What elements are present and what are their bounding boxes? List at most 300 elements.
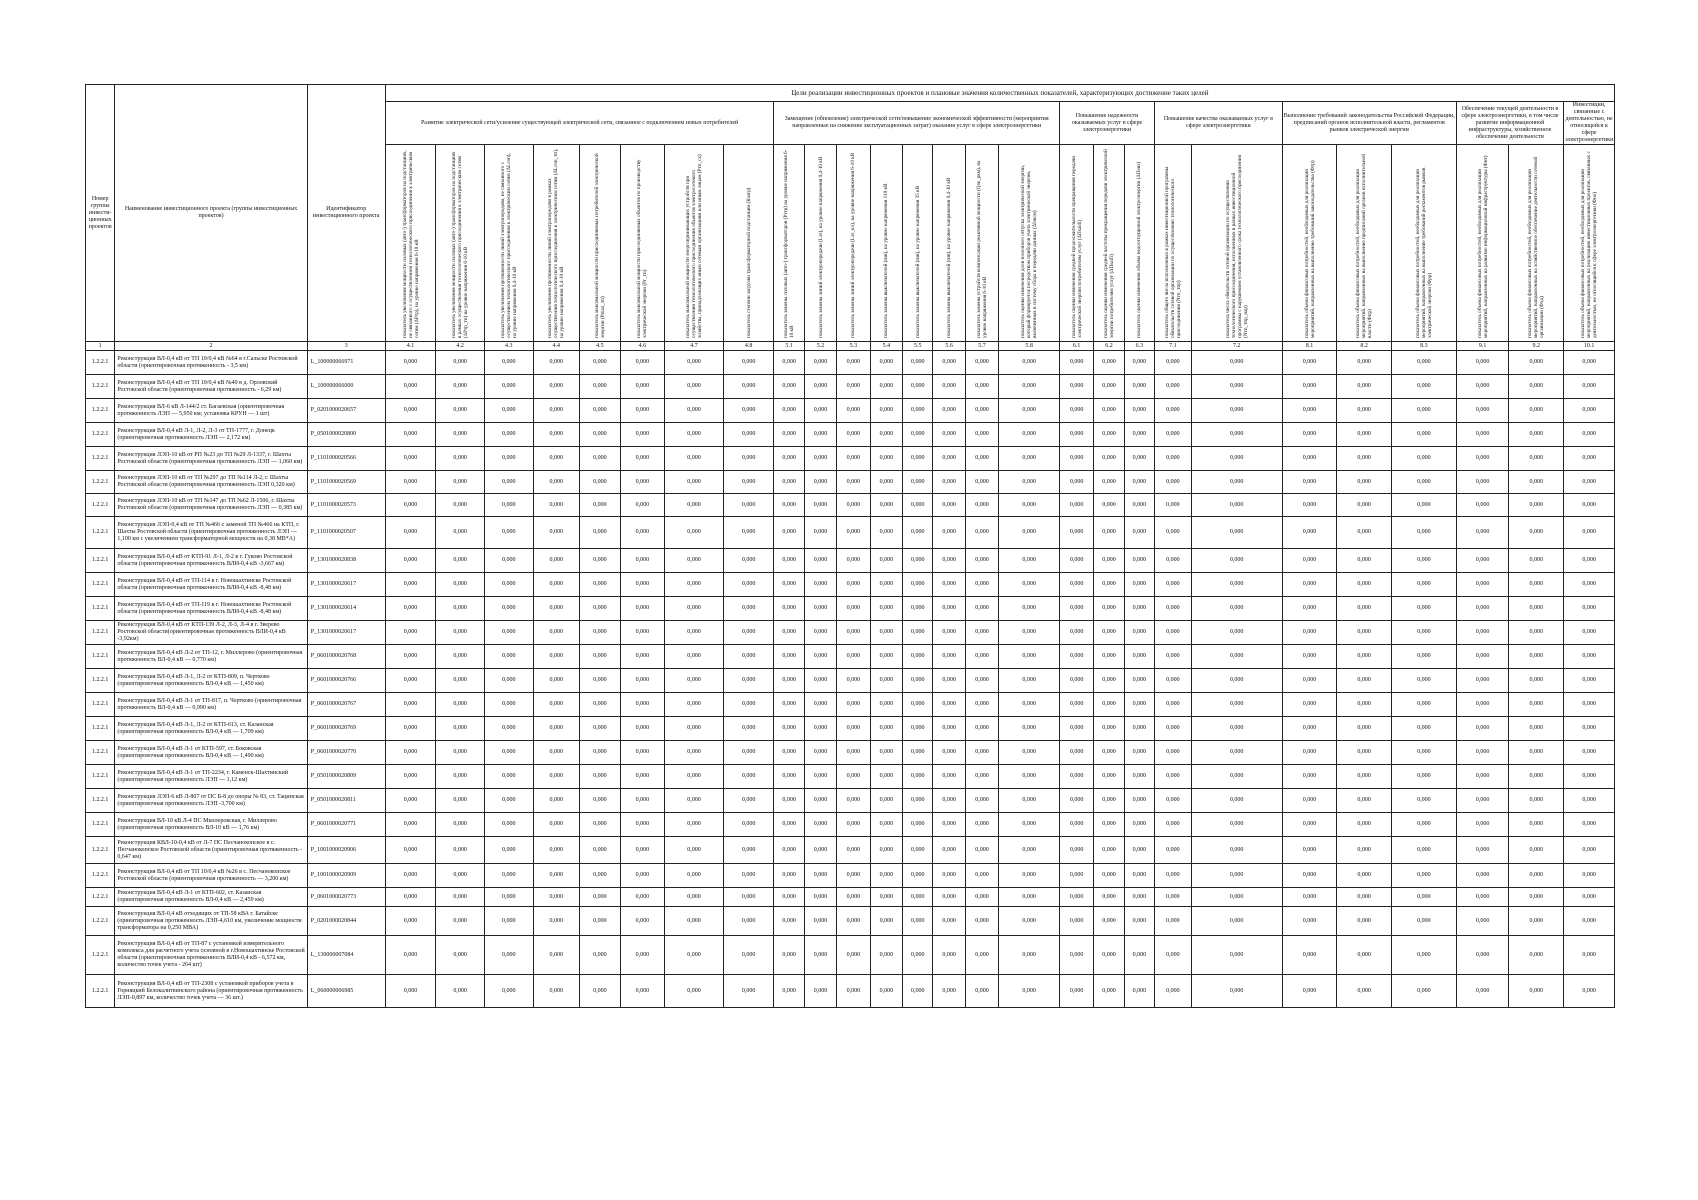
- table-row: [86, 471, 1615, 494]
- row-project-id: P_1001000020906: [307, 837, 385, 864]
- row-indicator-value: 0,000: [1509, 621, 1564, 645]
- table-row: [86, 813, 1615, 837]
- row-indicator-value: 0,000: [665, 669, 724, 693]
- row-indicator-value: 0,000: [1094, 864, 1124, 888]
- row-indicator-value: 0,000: [903, 813, 933, 837]
- row-indicator-value: 0,000: [804, 423, 836, 447]
- row-indicator-value: 0,000: [1564, 423, 1615, 447]
- row-project-name: Реконструкция ВЛ-0,4 кВ Л-1, Л-2 от КТП-613, ст. Казанская (ориентировочная протяженность ВЛ-0,4 кВ — 1,709 км): [115, 717, 307, 741]
- row-indicator-value: 0,000: [837, 399, 870, 423]
- row-indicator-value: 0,000: [1124, 789, 1154, 813]
- row-indicator-value: 0,000: [1059, 573, 1093, 597]
- row-indicator-value: 0,000: [837, 888, 870, 907]
- column-number-3: 3: [307, 342, 385, 351]
- row-indicator-value: 0,000: [804, 864, 836, 888]
- row-indicator-value: 0,000: [999, 517, 1060, 549]
- row-indicator-value: 0,000: [1155, 888, 1191, 907]
- row-group-number: 1.2.2.1: [86, 471, 115, 494]
- row-indicator-value: 0,000: [580, 645, 621, 669]
- row-indicator-value: 0,000: [620, 669, 665, 693]
- row-indicator-value: 0,000: [999, 907, 1060, 936]
- col-header-goals-title: Цели реализации инвестиционных проектов и плановые значения количественных показателей, характеризующих достижение таких целей: [385, 85, 1614, 102]
- row-indicator-value: 0,000: [1337, 471, 1392, 494]
- row-indicator-value: 0,000: [804, 936, 836, 975]
- row-indicator-value: 0,000: [580, 837, 621, 864]
- row-indicator-value: 0,000: [1155, 517, 1191, 549]
- row-indicator-value: 0,000: [1392, 907, 1457, 936]
- indicator-header-1: [385, 145, 436, 342]
- row-indicator-value: 0,000: [1456, 517, 1509, 549]
- column-number-5-7: 5.7: [965, 342, 998, 351]
- row-indicator-value: 0,000: [870, 837, 902, 864]
- row-indicator-value: 0,000: [1094, 717, 1124, 741]
- indicator-header-2: [436, 145, 485, 342]
- indicator-header-23: [1337, 145, 1392, 342]
- row-indicator-value: 0,000: [774, 399, 804, 423]
- row-indicator-value: 0,000: [1094, 423, 1124, 447]
- row-indicator-value: 0,000: [1191, 717, 1282, 741]
- row-indicator-value: 0,000: [1191, 573, 1282, 597]
- column-number-5-6: 5.6: [933, 342, 965, 351]
- row-indicator-value: 0,000: [1564, 837, 1615, 864]
- row-indicator-value: 0,000: [1282, 717, 1337, 741]
- row-indicator-value: 0,000: [723, 517, 774, 549]
- row-indicator-value: 0,000: [1564, 351, 1615, 375]
- row-indicator-value: 0,000: [1282, 517, 1337, 549]
- row-indicator-value: 0,000: [804, 813, 836, 837]
- table-row: [86, 549, 1615, 573]
- row-indicator-value: 0,000: [903, 936, 933, 975]
- row-indicator-value: 0,000: [1456, 621, 1509, 645]
- row-indicator-value: 0,000: [1392, 864, 1457, 888]
- row-indicator-value: 0,000: [1282, 813, 1337, 837]
- row-indicator-value: 0,000: [1456, 907, 1509, 936]
- row-indicator-value: 0,000: [1124, 447, 1154, 471]
- row-indicator-value: 0,000: [1337, 399, 1392, 423]
- row-indicator-value: 0,000: [965, 621, 998, 645]
- row-indicator-value: 0,000: [1337, 423, 1392, 447]
- column-number-6-2: 6.2: [1094, 342, 1124, 351]
- table-row: [86, 517, 1615, 549]
- row-indicator-value: 0,000: [665, 741, 724, 765]
- row-indicator-value: 0,000: [1392, 936, 1457, 975]
- row-indicator-value: 0,000: [1392, 351, 1457, 375]
- investment-indicators-document: [85, 84, 1615, 1100]
- row-indicator-value: 0,000: [804, 621, 836, 645]
- row-indicator-value: 0,000: [870, 789, 902, 813]
- row-indicator-value: 0,000: [1124, 936, 1154, 975]
- column-number-4-6: 4.6: [620, 342, 665, 351]
- row-indicator-value: 0,000: [903, 573, 933, 597]
- indicator-header-8: [723, 145, 774, 342]
- table-row: [86, 693, 1615, 717]
- indicator-header-text: показатель объема финансовых потребностей, необходимых для реализации мероприятий, направленных на развитие информационной инфраструктуры (Фит): [1476, 155, 1489, 338]
- row-indicator-value: 0,000: [385, 693, 436, 717]
- row-indicator-value: 0,000: [1155, 447, 1191, 471]
- row-indicator-value: 0,000: [999, 669, 1060, 693]
- row-indicator-value: 0,000: [533, 693, 580, 717]
- row-indicator-value: 0,000: [580, 813, 621, 837]
- row-indicator-value: 0,000: [804, 517, 836, 549]
- row-indicator-value: 0,000: [965, 789, 998, 813]
- column-number-4-5: 4.5: [580, 342, 621, 351]
- row-indicator-value: 0,000: [933, 494, 965, 517]
- row-project-name: Реконструкция ВЛ-0,4 кВ от ТП 10/0,4 кВ №26 в с. Песчанокопское Ростовской области (ориентировочная протяженность — 3,200 км): [115, 864, 307, 888]
- row-indicator-value: 0,000: [1155, 717, 1191, 741]
- row-indicator-value: 0,000: [1124, 741, 1154, 765]
- row-indicator-value: 0,000: [1059, 789, 1093, 813]
- row-indicator-value: 0,000: [903, 621, 933, 645]
- row-indicator-value: 0,000: [870, 447, 902, 471]
- indicator-header-20: [1155, 145, 1191, 342]
- row-indicator-value: 0,000: [385, 864, 436, 888]
- row-indicator-value: 0,000: [436, 494, 485, 517]
- row-indicator-value: 0,000: [1191, 888, 1282, 907]
- row-indicator-value: 0,000: [933, 351, 965, 375]
- row-indicator-value: 0,000: [999, 573, 1060, 597]
- row-indicator-value: 0,000: [1509, 741, 1564, 765]
- row-indicator-value: 0,000: [903, 888, 933, 907]
- row-indicator-value: 0,000: [385, 399, 436, 423]
- row-group-number: 1.2.2.1: [86, 789, 115, 813]
- row-indicator-value: 0,000: [1059, 669, 1093, 693]
- row-indicator-value: 0,000: [1392, 423, 1457, 447]
- row-indicator-value: 0,000: [903, 975, 933, 1008]
- row-indicator-value: 0,000: [804, 375, 836, 399]
- row-indicator-value: 0,000: [1094, 375, 1124, 399]
- row-indicator-value: 0,000: [533, 975, 580, 1008]
- row-indicator-value: 0,000: [870, 375, 902, 399]
- row-indicator-value: 0,000: [1456, 351, 1509, 375]
- row-indicator-value: 0,000: [620, 907, 665, 936]
- row-group-number: 1.2.2.1: [86, 936, 115, 975]
- row-indicator-value: 0,000: [870, 573, 902, 597]
- row-indicator-value: 0,000: [665, 351, 724, 375]
- column-number-4-1: 4.1: [385, 342, 436, 351]
- row-indicator-value: 0,000: [580, 375, 621, 399]
- table-row: [86, 765, 1615, 789]
- row-indicator-value: 0,000: [870, 888, 902, 907]
- table-row: [86, 975, 1615, 1008]
- row-indicator-value: 0,000: [580, 494, 621, 517]
- row-indicator-value: 0,000: [933, 813, 965, 837]
- row-indicator-value: 0,000: [933, 741, 965, 765]
- row-project-name: Реконструкция ВЛ-0,4 кВ Л-1, Л-2, Л-3 от ТП-1777, г. Донецк (ориентировочная протяженность ЛЭП — 2,172 км): [115, 423, 307, 447]
- row-indicator-value: 0,000: [1094, 549, 1124, 573]
- row-indicator-value: 0,000: [533, 399, 580, 423]
- row-indicator-value: 0,000: [484, 423, 533, 447]
- row-indicator-value: 0,000: [774, 888, 804, 907]
- row-project-name: Реконструкция КВЛ-10-0,4 кВ от Л-7 ПС Песчанокопское в с. Песчанокопское Ростовской области (ориентировочная протяженность - 0,647 км): [115, 837, 307, 864]
- table-row: [86, 447, 1615, 471]
- row-group-number: 1.2.2.1: [86, 351, 115, 375]
- row-indicator-value: 0,000: [1456, 669, 1509, 693]
- row-indicator-value: 0,000: [837, 494, 870, 517]
- row-indicator-value: 0,000: [1337, 864, 1392, 888]
- row-group-number: 1.2.2.1: [86, 645, 115, 669]
- row-indicator-value: 0,000: [1456, 549, 1509, 573]
- row-indicator-value: 0,000: [533, 471, 580, 494]
- row-indicator-value: 0,000: [870, 399, 902, 423]
- row-indicator-value: 0,000: [1191, 447, 1282, 471]
- indicator-header-text: показатель общего числа исполненных в рамках инвестиционной программы обязательств сетевой организации по осуществлению технологического присоединения (Nтп_тпр): [1163, 166, 1182, 338]
- row-indicator-value: 0,000: [385, 975, 436, 1008]
- row-indicator-value: 0,000: [1094, 517, 1124, 549]
- row-indicator-value: 0,000: [999, 494, 1060, 517]
- column-number-4-3: 4.3: [484, 342, 533, 351]
- column-number-5-5: 5.5: [903, 342, 933, 351]
- row-indicator-value: 0,000: [837, 351, 870, 375]
- indicator-header-19: [1124, 145, 1154, 342]
- row-indicator-value: 0,000: [1564, 717, 1615, 741]
- row-indicator-value: 0,000: [804, 471, 836, 494]
- row-project-id: P_1101000020507: [307, 517, 385, 549]
- row-indicator-value: 0,000: [1059, 888, 1093, 907]
- row-project-name: Реконструкция ЛЭП-6 кВ Л-807 от ПС Б-8 до опоры № 83, ст. Тацинская (ориентировочная протяженность ЛЭП -3,700 км): [115, 789, 307, 813]
- row-project-name: Реконструкция ВЛ-0,4 кВ от ТП-119 в г. Новошахтинске Ростовской области (ориентировочная протяженность ВЛИ-0,4 кВ -8,48 км): [115, 597, 307, 621]
- indicator-header-22: [1282, 145, 1337, 342]
- row-indicator-value: 0,000: [1191, 351, 1282, 375]
- row-indicator-value: 0,000: [1456, 494, 1509, 517]
- row-indicator-value: 0,000: [1509, 837, 1564, 864]
- row-indicator-value: 0,000: [436, 621, 485, 645]
- row-indicator-value: 0,000: [723, 494, 774, 517]
- row-indicator-value: 0,000: [903, 351, 933, 375]
- indicator-header-text: показатель оценки изменения объема недоотпущенной электроэнергии (ΔПens): [1136, 161, 1143, 338]
- row-indicator-value: 0,000: [1282, 645, 1337, 669]
- row-indicator-value: 0,000: [1059, 907, 1093, 936]
- row-indicator-value: 0,000: [933, 765, 965, 789]
- row-indicator-value: 0,000: [1509, 936, 1564, 975]
- row-indicator-value: 0,000: [1124, 621, 1154, 645]
- row-indicator-value: 0,000: [837, 597, 870, 621]
- row-indicator-value: 0,000: [1392, 717, 1457, 741]
- column-number-4-7: 4.7: [665, 342, 724, 351]
- row-indicator-value: 0,000: [1124, 975, 1154, 1008]
- row-indicator-value: 0,000: [1094, 621, 1124, 645]
- row-indicator-value: 0,000: [1509, 789, 1564, 813]
- indicator-header-text: показатель замены линий электропередачи (Lзл_кл), на уровне напряжения 6-10 кВ: [850, 152, 857, 338]
- row-indicator-value: 0,000: [1094, 837, 1124, 864]
- row-indicator-value: 0,000: [385, 717, 436, 741]
- row-indicator-value: 0,000: [533, 864, 580, 888]
- row-indicator-value: 0,000: [484, 907, 533, 936]
- indicator-header-text: показатель оценки изменения средней частоты прекращения передачи электрической энергии потребителям услуг (ΔПsaifi): [1103, 149, 1116, 338]
- indicator-header-24: [1392, 145, 1457, 342]
- row-indicator-value: 0,000: [903, 517, 933, 549]
- row-project-id: P_0501000020809: [307, 765, 385, 789]
- row-indicator-value: 0,000: [436, 975, 485, 1008]
- row-indicator-value: 0,000: [1456, 741, 1509, 765]
- row-project-id: P_0601000020766: [307, 669, 385, 693]
- table-row: [86, 573, 1615, 597]
- indicator-header-11: [837, 145, 870, 342]
- row-indicator-value: 0,000: [1124, 351, 1154, 375]
- row-indicator-value: 0,000: [1392, 471, 1457, 494]
- indicator-header-text: показатель максимальной мощности присоединяемых объектов по производству электрической энергии (Pг_тп): [636, 159, 649, 338]
- row-indicator-value: 0,000: [580, 741, 621, 765]
- row-indicator-value: 0,000: [933, 669, 965, 693]
- row-indicator-value: 0,000: [1456, 765, 1509, 789]
- row-indicator-value: 0,000: [665, 864, 724, 888]
- row-indicator-value: 0,000: [965, 573, 998, 597]
- row-indicator-value: 0,000: [1392, 573, 1457, 597]
- row-indicator-value: 0,000: [1392, 765, 1457, 789]
- row-indicator-value: 0,000: [1509, 447, 1564, 471]
- column-number-9-1: 9.1: [1456, 342, 1509, 351]
- row-indicator-value: 0,000: [436, 573, 485, 597]
- row-indicator-value: 0,000: [1124, 669, 1154, 693]
- indicator-header-text: показатель объема финансовых потребностей, необходимых для реализации мероприятий, направленных на выполнение требований законодательства (Фтр): [1303, 160, 1316, 338]
- indicator-header-10: [804, 145, 836, 342]
- column-number-9-2: 9.2: [1509, 342, 1564, 351]
- row-indicator-value: 0,000: [1094, 573, 1124, 597]
- row-indicator-value: 0,000: [620, 765, 665, 789]
- row-group-number: 1.2.2.1: [86, 888, 115, 907]
- row-indicator-value: 0,000: [999, 975, 1060, 1008]
- row-indicator-value: 0,000: [1155, 907, 1191, 936]
- row-project-name: Реконструкция ВЛ-0,4 кВ Л-1 от КТП-597, ст. Боковская (ориентировочная протяженность ВЛ-0,4 кВ — 1,490 км): [115, 741, 307, 765]
- row-indicator-value: 0,000: [1155, 669, 1191, 693]
- row-indicator-value: 0,000: [484, 765, 533, 789]
- row-project-id: P_1001000020909: [307, 864, 385, 888]
- row-indicator-value: 0,000: [999, 864, 1060, 888]
- indicator-header-text: показатель объема финансовых потребностей, необходимых для реализации мероприятий, направленных на хозяйственное обеспечение деятельности сетевой организации (Фхд): [1527, 156, 1546, 338]
- row-indicator-value: 0,000: [436, 517, 485, 549]
- row-project-id: P_0601000020769: [307, 717, 385, 741]
- row-project-id: L_130000007084: [307, 936, 385, 975]
- row-indicator-value: 0,000: [1456, 717, 1509, 741]
- row-indicator-value: 0,000: [620, 573, 665, 597]
- indicator-header-text: показатель замены выключателей (nзв), на уровне напряжения 110 кВ: [883, 183, 890, 338]
- row-project-id: P_0201000020844: [307, 907, 385, 936]
- row-indicator-value: 0,000: [903, 693, 933, 717]
- row-indicator-value: 0,000: [484, 975, 533, 1008]
- indicator-header-text: показатель объема финансовых потребностей, необходимых для реализации мероприятий, направленных на выполнение требований регламентов рынков электрической энергии (Фрр): [1414, 167, 1433, 338]
- row-indicator-value: 0,000: [436, 765, 485, 789]
- row-indicator-value: 0,000: [533, 717, 580, 741]
- row-project-name: Реконструкция ВЛ-0,4 кВ Л-2 от ТП-12, г. Миллерово (ориентировочная протяженность ВЛ-0,4 кВ — 0,770 км): [115, 645, 307, 669]
- row-indicator-value: 0,000: [1094, 669, 1124, 693]
- row-indicator-value: 0,000: [870, 693, 902, 717]
- row-indicator-value: 0,000: [1564, 399, 1615, 423]
- row-indicator-value: 0,000: [999, 765, 1060, 789]
- row-indicator-value: 0,000: [436, 693, 485, 717]
- row-indicator-value: 0,000: [1456, 645, 1509, 669]
- row-indicator-value: 0,000: [385, 375, 436, 399]
- indicator-header-text: показатель увеличения мощности силовых (авто-) трансформаторов на подстанциях в рамках осуществления технологического присоединения к электрическим сетям (ΔPтр_тп) на уровне напряжения 6-10 кВ: [451, 151, 470, 338]
- row-indicator-value: 0,000: [933, 717, 965, 741]
- row-indicator-value: 0,000: [965, 399, 998, 423]
- row-indicator-value: 0,000: [1124, 765, 1154, 789]
- row-indicator-value: 0,000: [1282, 936, 1337, 975]
- row-indicator-value: 0,000: [965, 597, 998, 621]
- row-indicator-value: 0,000: [1282, 549, 1337, 573]
- row-indicator-value: 0,000: [1059, 621, 1093, 645]
- indicator-header-3: [484, 145, 533, 342]
- row-indicator-value: 0,000: [665, 907, 724, 936]
- row-indicator-value: 0,000: [1155, 549, 1191, 573]
- row-indicator-value: 0,000: [1282, 597, 1337, 621]
- column-number-6-3: 6.3: [1124, 342, 1154, 351]
- row-indicator-value: 0,000: [1191, 471, 1282, 494]
- row-indicator-value: 0,000: [1155, 813, 1191, 837]
- row-indicator-value: 0,000: [1124, 517, 1154, 549]
- indicator-header-27: [1564, 145, 1615, 342]
- row-indicator-value: 0,000: [580, 621, 621, 645]
- row-indicator-value: 0,000: [620, 645, 665, 669]
- row-indicator-value: 0,000: [1564, 621, 1615, 645]
- row-indicator-value: 0,000: [837, 789, 870, 813]
- row-indicator-value: 0,000: [933, 573, 965, 597]
- row-indicator-value: 0,000: [965, 645, 998, 669]
- row-indicator-value: 0,000: [385, 351, 436, 375]
- row-indicator-value: 0,000: [436, 864, 485, 888]
- row-indicator-value: 0,000: [665, 573, 724, 597]
- row-indicator-value: 0,000: [1337, 621, 1392, 645]
- row-indicator-value: 0,000: [837, 864, 870, 888]
- table-row: [86, 907, 1615, 936]
- row-indicator-value: 0,000: [1337, 693, 1392, 717]
- col-header-group-7: Инвестиции, связанные с деятельностью, не относящейся к сфере электроэнергетики: [1565, 102, 1614, 143]
- row-indicator-value: 0,000: [933, 597, 965, 621]
- row-indicator-value: 0,000: [385, 621, 436, 645]
- row-indicator-value: 0,000: [837, 813, 870, 837]
- row-group-number: 1.2.2.1: [86, 669, 115, 693]
- row-indicator-value: 0,000: [665, 888, 724, 907]
- row-indicator-value: 0,000: [1059, 813, 1093, 837]
- column-number-4-4: 4.4: [533, 342, 580, 351]
- row-indicator-value: 0,000: [870, 813, 902, 837]
- col-header-group-5: Выполнение требований законодательства Российской Федерации, предписаний органов исполнительной власти, регламентов рынков электрической энергии: [1282, 102, 1456, 145]
- row-indicator-value: 0,000: [870, 907, 902, 936]
- row-indicator-value: 0,000: [1564, 693, 1615, 717]
- row-indicator-value: 0,000: [723, 888, 774, 907]
- row-indicator-value: 0,000: [1191, 765, 1282, 789]
- row-indicator-value: 0,000: [484, 517, 533, 549]
- row-indicator-value: 0,000: [1392, 375, 1457, 399]
- table-row: [86, 645, 1615, 669]
- row-group-number: 1.2.2.1: [86, 549, 115, 573]
- col-header-project-name: Наименование инвестиционного проекта (группы инвестиционных проектов): [115, 85, 307, 342]
- indicator-header-12: [870, 145, 902, 342]
- row-indicator-value: 0,000: [436, 813, 485, 837]
- row-indicator-value: 0,000: [620, 813, 665, 837]
- row-indicator-value: 0,000: [1059, 837, 1093, 864]
- row-indicator-value: 0,000: [774, 813, 804, 837]
- row-indicator-value: 0,000: [436, 741, 485, 765]
- row-indicator-value: 0,000: [965, 907, 998, 936]
- row-indicator-value: 0,000: [580, 351, 621, 375]
- row-indicator-value: 0,000: [1337, 549, 1392, 573]
- row-indicator-value: 0,000: [837, 669, 870, 693]
- row-group-number: 1.2.2.1: [86, 907, 115, 936]
- row-indicator-value: 0,000: [1155, 351, 1191, 375]
- row-indicator-value: 0,000: [484, 375, 533, 399]
- row-indicator-value: 0,000: [1282, 907, 1337, 936]
- row-indicator-value: 0,000: [1191, 549, 1282, 573]
- row-indicator-value: 0,000: [533, 813, 580, 837]
- row-indicator-value: 0,000: [965, 888, 998, 907]
- row-indicator-value: 0,000: [1337, 789, 1392, 813]
- row-indicator-value: 0,000: [385, 765, 436, 789]
- row-indicator-value: 0,000: [1509, 399, 1564, 423]
- row-indicator-value: 0,000: [1191, 494, 1282, 517]
- row-indicator-value: 0,000: [1155, 494, 1191, 517]
- row-indicator-value: 0,000: [1456, 888, 1509, 907]
- row-indicator-value: 0,000: [1337, 494, 1392, 517]
- row-indicator-value: 0,000: [484, 789, 533, 813]
